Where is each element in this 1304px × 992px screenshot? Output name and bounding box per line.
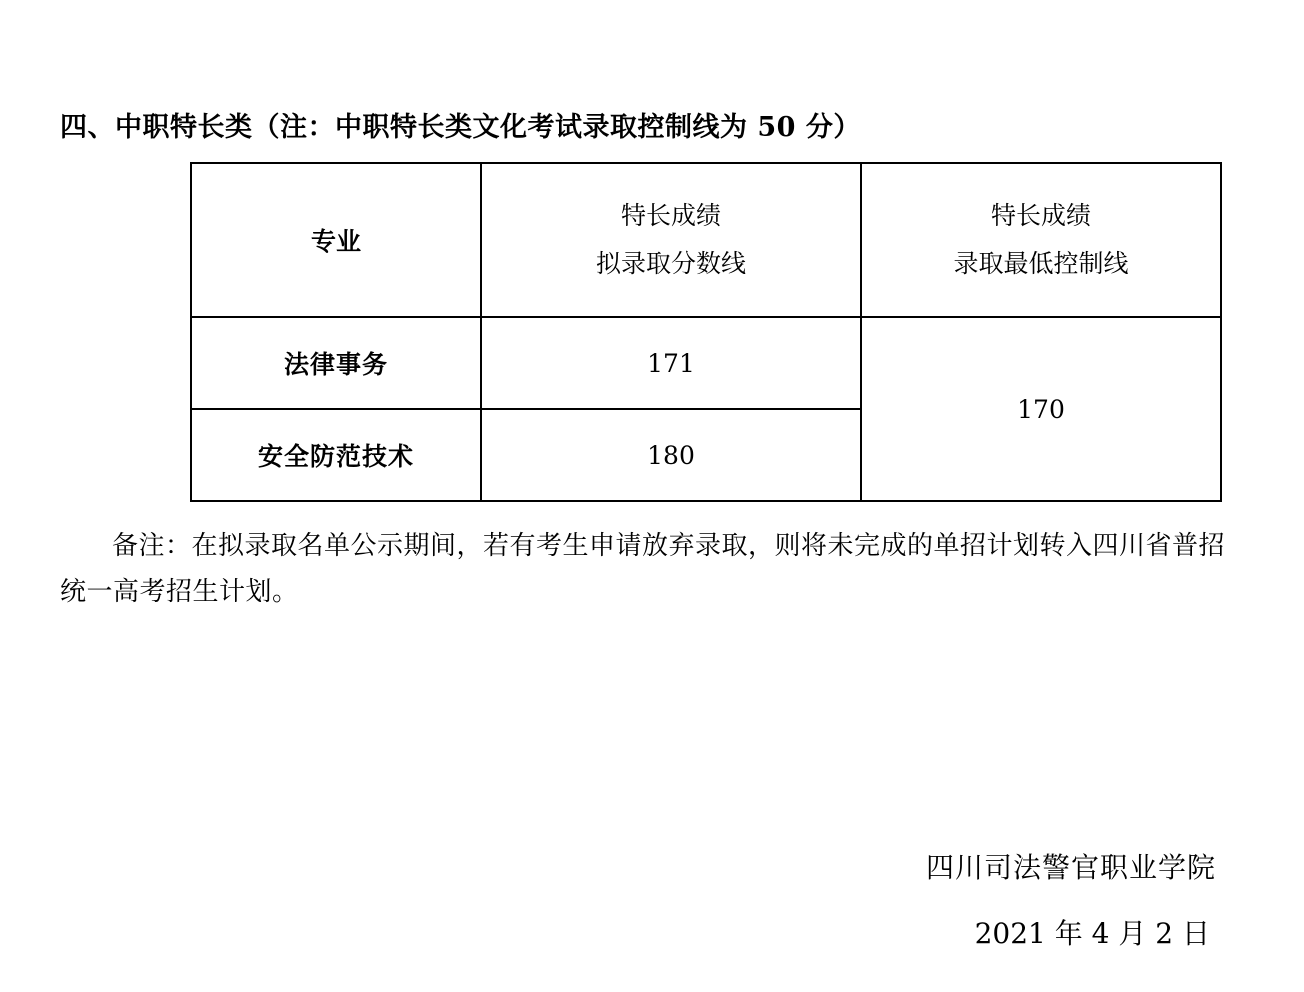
table-header-row — [191, 163, 1221, 317]
signature-organization: 四川司法警官职业学院 — [925, 851, 1216, 884]
score-table — [190, 162, 1222, 502]
table-header-major: 专业 — [191, 163, 481, 317]
table-header-min-control-line1: 特长成绩 — [990, 200, 1091, 230]
section-heading: 四、中职特长类（注：中职特长类文化考试录取控制线为 50 分） — [60, 112, 861, 143]
table-header-min-control-line2: 录取最低控制线 — [953, 249, 1129, 279]
table-cell-min-control-line: 170 — [861, 317, 1221, 501]
signature-date: 2021 年 4 月 2 日 — [974, 917, 1210, 950]
table-cell-planned-score: 180 — [481, 409, 861, 501]
table-header-planned-score-line2: 拟录取分数线 — [595, 249, 746, 279]
table-header-min-control-line — [861, 163, 1221, 317]
signature-block — [926, 846, 1216, 952]
table-header-planned-score-line1: 特长成绩 — [620, 200, 721, 230]
table-cell-major: 安全防范技术 — [191, 409, 481, 501]
score-table-container — [190, 162, 1190, 502]
table-row — [191, 317, 1221, 409]
table-cell-planned-score: 171 — [481, 317, 861, 409]
table-cell-major: 法律事务 — [191, 317, 481, 409]
note-paragraph: 备注：在拟录取名单公示期间，若有考生申请放弃录取，则将未完成的单招计划转入四川省普招统一高考招生计划。 — [60, 531, 1226, 607]
table-header-planned-score — [481, 163, 861, 317]
